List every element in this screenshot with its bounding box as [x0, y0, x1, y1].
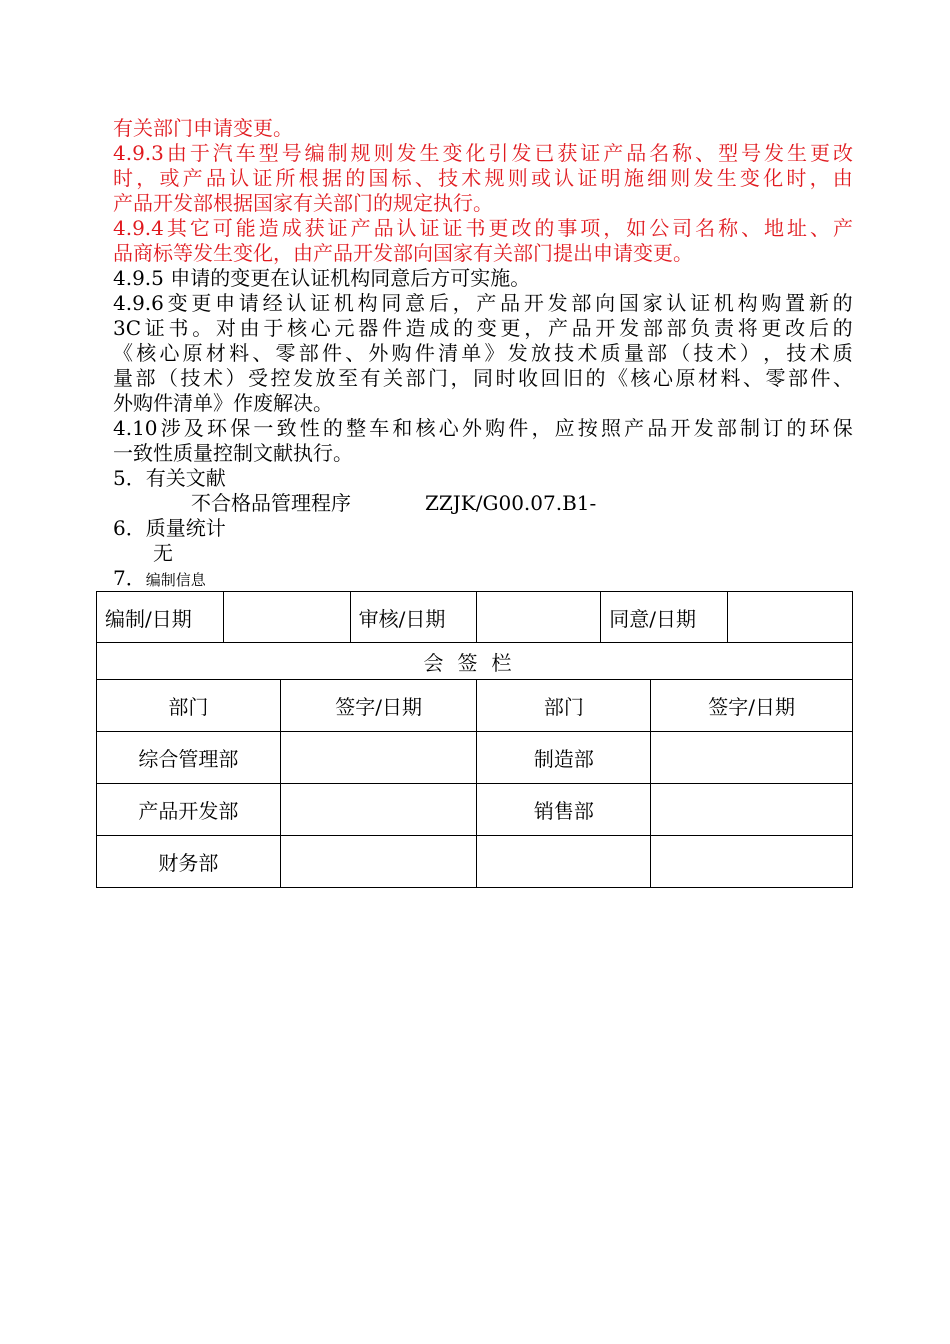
- header-department-2: 部门: [477, 680, 651, 732]
- compiled-by-value: [223, 592, 350, 643]
- countersign-title-row: [97, 643, 853, 680]
- department-cell: 产品开发部: [97, 784, 281, 836]
- paragraph-line: 4.9.4 其 它 可 能 造 成 获 证 产 品 认 证 证 书 更 改 的 事 项 ， 如 公 司 名 称 、 地 址 、 产: [113, 216, 853, 240]
- section6-body: 无: [153, 541, 173, 565]
- paragraph-line: 外购件清单》作废解决。: [113, 391, 333, 415]
- table-row: [97, 836, 853, 888]
- related-document-name: 不合格品管理程序: [191, 491, 351, 515]
- paragraph-line: 4.9.6 变 更 申 请 经 认 证 机 构 同 意 后 ， 产 品 开 发 部 向 国 家 认 证 机 构 购 置 新 的: [113, 291, 853, 315]
- paragraph-line: 量 部 （ 技 术 ） 受 控 发 放 至 有 关 部 门 ， 同 时 收 回 旧 的 《 核 心 原 材 料 、 零 部 件 、: [113, 366, 853, 390]
- department-cell: 制造部: [477, 732, 651, 784]
- paragraph-line: 《 核 心 原 材 料 、 零 部 件 、 外 购 件 清 单 》 发 放 技 术 质 量 部 （ 技 术 ） ， 技 术 质: [113, 341, 853, 365]
- reviewed-by-value: [477, 592, 601, 643]
- section6-heading: 6．质量统计: [113, 516, 226, 540]
- approval-row: [97, 592, 853, 643]
- section7-number: 7．: [113, 566, 146, 590]
- countersign-header-row: [97, 680, 853, 732]
- signature-cell: [651, 732, 853, 784]
- paragraphs: [113, 116, 853, 466]
- approved-by-value: [728, 592, 853, 643]
- paragraph-line: 产品开发部根据国家有关部门的规定执行。: [113, 191, 493, 215]
- section7-heading: [113, 566, 853, 591]
- signature-cell: [280, 784, 477, 836]
- paragraph-line: 4.10 涉 及 环 保 一 致 性 的 整 车 和 核 心 外 购 件 ， 应 按 照 产 品 开 发 部 制 订 的 环 保: [113, 416, 853, 440]
- header-signature-1: 签字/日期: [280, 680, 477, 732]
- paragraph-line: 一致性质量控制文献执行。: [113, 441, 353, 465]
- section7-title: 编制信息: [145, 571, 206, 589]
- sign-off-table: [96, 591, 853, 888]
- table-row: [97, 732, 853, 784]
- related-document-code: ZZJK/G00.07.B1-: [425, 491, 597, 515]
- department-cell: 销售部: [477, 784, 651, 836]
- approved-by-label: 同意/日期: [601, 592, 728, 643]
- department-cell: 财务部: [97, 836, 281, 888]
- paragraph-line: 有关部门申请变更。: [113, 116, 293, 140]
- department-cell: 综合管理部: [97, 732, 281, 784]
- paragraph-line: 时 ， 或 产 品 认 证 所 根 据 的 国 标 、 技 术 规 则 或 认 证 明 施 细 则 发 生 变 化 时 ， 由: [113, 166, 853, 190]
- paragraph-line: 4.9.3 由 于 汽 车 型 号 编 制 规 则 发 生 变 化 引 发 已 获 证 产 品 名 称 、 型 号 发 生 更 改: [113, 141, 853, 165]
- signature-cell: [651, 784, 853, 836]
- table-row: [97, 784, 853, 836]
- header-signature-2: 签字/日期: [651, 680, 853, 732]
- countersign-title: 会签栏: [97, 643, 853, 680]
- signature-cell: [651, 836, 853, 888]
- section5-heading: 5．有关文献: [113, 466, 226, 490]
- paragraph-line: 4.9.5 申请的变更在认证机构同意后方可实施。: [113, 266, 531, 290]
- related-document: [113, 491, 853, 516]
- reviewed-by-label: 审核/日期: [350, 592, 477, 643]
- header-department-1: 部门: [97, 680, 281, 732]
- paragraph-line: 3C 证 书 。 对 由 于 核 心 元 器 件 造 成 的 变 更 ， 产 品 开 发 部 部 负 责 将 更 改 后 的: [113, 316, 853, 340]
- signature-cell: [280, 732, 477, 784]
- paragraph-line: 品商标等发生变化，由产品开发部向国家有关部门提出申请变更。: [113, 241, 693, 265]
- document-body: [113, 116, 853, 591]
- compiled-by-label: 编制/日期: [97, 592, 224, 643]
- signature-cell: [280, 836, 477, 888]
- department-cell: [477, 836, 651, 888]
